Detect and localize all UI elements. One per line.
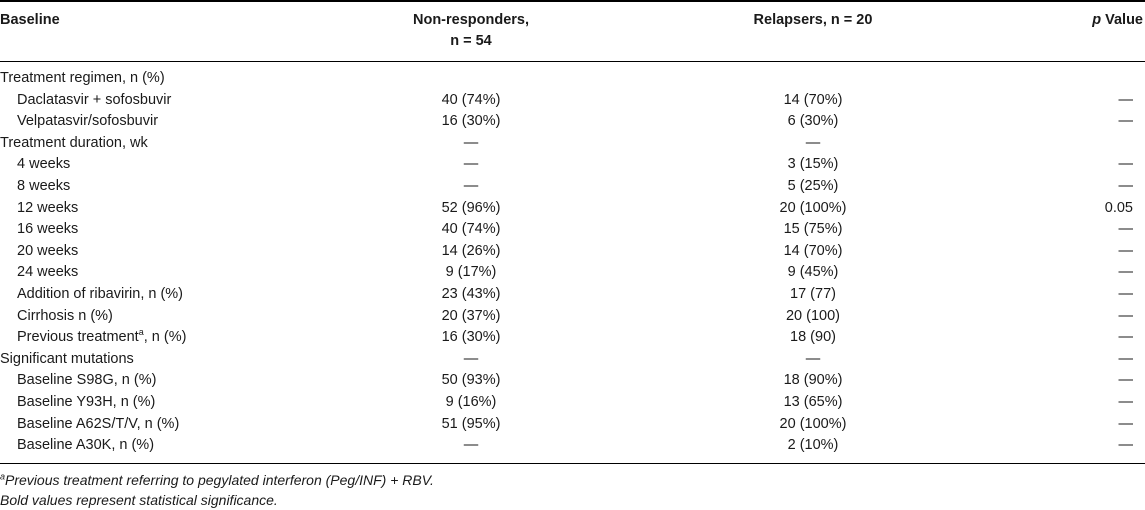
row-label	[17, 414, 179, 436]
nonresponders-cell: —	[463, 437, 479, 454]
nonresponders-cell: —	[463, 134, 479, 151]
header-nonresponders-line1: Non-responders,	[412, 12, 529, 28]
table-row	[0, 68, 1145, 90]
table-row	[0, 262, 1145, 284]
row-label-text: Significant mutations	[0, 350, 134, 367]
p-value-cell: —	[1118, 415, 1133, 432]
p-value-cell: —	[1118, 329, 1133, 346]
row-label	[0, 349, 134, 371]
table-row	[0, 176, 1145, 198]
row-label-text: Daclatasvir + sofosbuvir	[17, 91, 172, 108]
nonresponders-cell: 50 (93%)	[441, 372, 501, 389]
table-row	[0, 90, 1145, 112]
table-row	[0, 284, 1145, 306]
row-label-text: 8 weeks	[17, 178, 71, 194]
p-value-cell: —	[1118, 307, 1133, 324]
row-label-text: Addition of ribavirin, n (%)	[17, 286, 184, 302]
row-label	[17, 111, 158, 133]
relapsers-cell: 20 (100)	[785, 307, 840, 324]
p-value-cell: —	[1118, 91, 1133, 108]
row-label	[17, 219, 78, 241]
row-label	[17, 306, 113, 328]
nonresponders-cell: 40 (74%)	[441, 91, 501, 108]
table-row	[0, 349, 1145, 371]
p-value-cell: —	[1118, 394, 1133, 410]
p-value-cell: —	[1118, 350, 1133, 367]
row-label-text: 20 weeks	[17, 242, 79, 259]
row-label	[17, 154, 70, 176]
nonresponders-cell: 16 (30%)	[441, 113, 501, 130]
nonresponders-cell: 16 (30%)	[441, 329, 501, 346]
row-label-text: Previous treatment	[17, 329, 139, 346]
relapsers-cell: —	[805, 350, 821, 367]
header-baseline: Baseline	[0, 12, 60, 28]
relapsers-cell: 18 (90)	[790, 329, 836, 346]
p-value-cell: —	[1118, 264, 1133, 281]
p-value-cell: —	[1118, 242, 1133, 259]
header-relapsers: Relapsers, n = 20	[753, 12, 873, 28]
nonresponders-cell: —	[463, 350, 479, 367]
row-label-sup: a	[138, 327, 144, 338]
nonresponders-cell: 14 (26%)	[441, 242, 501, 259]
p-value-cell: —	[1118, 437, 1133, 454]
footnote-bold: Bold values represent statistical significance.	[0, 492, 278, 508]
p-value-cell: —	[1118, 372, 1133, 389]
header-p-value	[1092, 10, 1143, 31]
table-row	[0, 111, 1145, 133]
nonresponders-cell: —	[463, 156, 479, 173]
header-p-rest: Value	[1105, 12, 1143, 28]
p-value-cell: —	[1118, 156, 1133, 173]
relapsers-cell: 6 (30%)	[787, 113, 839, 130]
p-value-cell: —	[1118, 178, 1133, 194]
row-label-text: 12 weeks	[17, 199, 79, 216]
relapsers-cell: 3 (15%)	[787, 156, 839, 173]
relapsers-cell: 14 (70%)	[783, 91, 843, 108]
relapsers-cell: 2 (10%)	[787, 437, 839, 454]
table-row	[0, 219, 1145, 241]
nonresponders-cell: —	[463, 178, 479, 194]
table-row	[0, 306, 1145, 328]
row-label-text: Velpatasvir/sofosbuvir	[17, 113, 159, 130]
nonresponders-cell: 9 (16%)	[445, 394, 497, 410]
relapsers-cell: 13 (65%)	[783, 394, 843, 410]
nonresponders-cell: 23 (43%)	[441, 286, 501, 302]
row-label-text: Baseline Y93H, n (%)	[17, 394, 156, 410]
relapsers-cell: 20 (100%)	[779, 199, 847, 216]
row-label-text: Baseline A62S/T/V, n (%)	[17, 415, 180, 432]
footnote-a-marker: a	[0, 471, 6, 482]
row-label-text: 4 weeks	[17, 156, 71, 173]
table-row	[0, 435, 1145, 457]
table-row	[0, 370, 1145, 392]
row-label-suffix: , n (%)	[143, 329, 187, 346]
nonresponders-cell: 40 (74%)	[441, 221, 501, 238]
top-rule	[0, 0, 1145, 2]
nonresponders-cell: 51 (95%)	[441, 415, 501, 432]
header-nonresponders-line2: n = 54	[450, 33, 492, 49]
header-p-italic: p	[1092, 12, 1102, 28]
table-row	[0, 327, 1145, 349]
row-label	[0, 68, 165, 90]
row-label-text: Treatment duration, wk	[0, 134, 148, 151]
p-value-cell: —	[1118, 286, 1133, 302]
p-value-cell: —	[1118, 221, 1133, 238]
row-label-text: Baseline A30K, n (%)	[17, 437, 155, 454]
row-label-text: 16 weeks	[17, 221, 79, 238]
relapsers-cell: 18 (90%)	[783, 372, 843, 389]
relapsers-cell: 5 (25%)	[787, 178, 839, 194]
p-value-cell: 0.05	[1104, 199, 1133, 216]
p-value-cell: —	[1118, 113, 1133, 130]
row-label	[17, 392, 155, 414]
row-label	[17, 370, 156, 392]
row-label	[17, 176, 70, 198]
row-label-text: Baseline S98G, n (%)	[17, 372, 157, 389]
table-row	[0, 414, 1145, 436]
table-header	[0, 6, 1145, 56]
row-label	[17, 327, 186, 349]
row-label	[0, 133, 148, 155]
relapsers-cell: —	[805, 134, 821, 151]
row-label	[17, 241, 78, 263]
row-label-text: Treatment regimen, n (%)	[0, 70, 165, 86]
header-rule	[0, 61, 1145, 62]
nonresponders-cell: 52 (96%)	[441, 199, 501, 216]
relapsers-cell: 20 (100%)	[779, 415, 847, 432]
row-label	[17, 262, 78, 284]
footnote-a	[0, 470, 434, 490]
row-label-text: 24 weeks	[17, 264, 79, 281]
nonresponders-cell: 20 (37%)	[441, 307, 501, 324]
table-row	[0, 241, 1145, 263]
footnote-a-text: Previous treatment referring to pegylated interferon (Peg/INF) + RBV.	[5, 472, 434, 488]
relapsers-cell: 9 (45%)	[787, 264, 839, 281]
nonresponders-cell: 9 (17%)	[445, 264, 497, 281]
table-row	[0, 154, 1145, 176]
relapsers-cell: 14 (70%)	[783, 242, 843, 259]
table-row	[0, 392, 1145, 414]
relapsers-cell: 17 (77)	[790, 286, 836, 302]
row-label	[17, 198, 78, 220]
table-row	[0, 198, 1145, 220]
table-row	[0, 133, 1145, 155]
relapsers-cell: 15 (75%)	[783, 221, 843, 238]
bottom-rule	[0, 463, 1145, 464]
row-label	[17, 90, 171, 112]
row-label-text: Cirrhosis n (%)	[17, 307, 113, 324]
row-label	[17, 284, 183, 306]
row-label	[17, 435, 154, 457]
header-nonresponders	[334, 10, 608, 52]
